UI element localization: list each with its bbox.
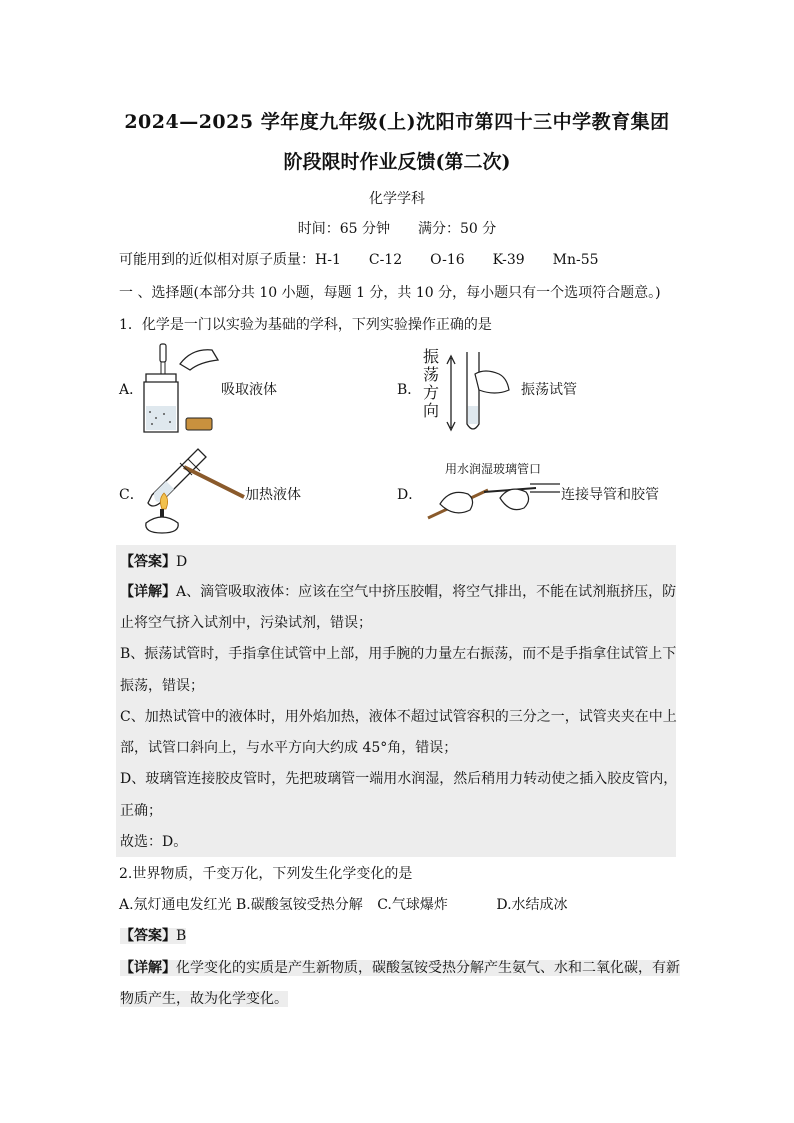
direction-char: 向 — [423, 401, 440, 420]
section-heading: 一 、选择题(本部分共 10 小题，每题 1 分，共 10 分，每小题只有一个选项符合题意。) — [119, 285, 661, 301]
document-title-line2: 阶段限时作业反馈(第二次) — [283, 151, 511, 173]
answer-value: B — [176, 928, 187, 944]
q1-answer — [120, 551, 187, 571]
test-tube-shaking-figure — [443, 350, 523, 440]
q1-detail-line: 部，试管口斜向上，与水平方向大约成 45°角，错误； — [120, 740, 458, 756]
q2-answer — [120, 925, 186, 945]
q1-detail-line: D、玻璃管连接胶皮管时，先把玻璃管一端用水润湿，然后稍用力转动使之插入胶皮管内， — [120, 771, 678, 787]
q2-detail-line — [120, 957, 680, 977]
option-c-letter: C． — [119, 487, 144, 503]
q1-detail-line: B、振荡试管时，手指拿住试管中上部，用手腕的力量左右振荡，而不是手指拿住试管上下 — [120, 646, 677, 662]
option-b-letter: B． — [397, 382, 422, 398]
q2-option: D.水结成冰 — [496, 897, 568, 913]
answer-value: D — [176, 554, 188, 570]
detail-text: 化学变化的实质是产生新物质，碳酸氢铵受热分解产生氨气、水和二氧化碳，有新 — [176, 960, 680, 976]
option-d-caption: 连接导管和胶管 — [561, 487, 659, 503]
atomic-mass-item: C-12 — [368, 252, 403, 268]
option-d-top-label: 用水润湿玻璃管口 — [445, 462, 542, 476]
q1-detail-line: 正确； — [120, 803, 162, 819]
question-2-options — [119, 894, 568, 914]
shake-direction-text — [423, 348, 441, 420]
q1-detail-line — [120, 581, 676, 601]
q1-detail-line: 故选：D。 — [120, 834, 188, 850]
detail-label: 【详解】 — [120, 960, 176, 976]
direction-char: 振 — [423, 347, 440, 366]
q2-option: A.氖灯通电发红光 — [119, 897, 232, 913]
direction-char: 方 — [423, 383, 440, 402]
option-c-caption: 加热液体 — [245, 487, 301, 503]
atomic-mass-item: O-16 — [430, 252, 465, 268]
detail-label: 【详解】 — [120, 584, 176, 600]
q1-detail-line: C、加热试管中的液体时，用外焰加热，液体不超过试管容积的三分之一，试管夹夹在中上 — [120, 709, 677, 725]
option-a-letter: A． — [119, 382, 144, 398]
dropper-bottle-figure — [140, 336, 230, 436]
option-b-caption: 振荡试管 — [521, 382, 577, 398]
detail-text: A、滴管吸取液体：应该在空气中挤压胶帽，将空气排出，不能在试剂瓶挤压，防 — [176, 584, 677, 600]
atomic-mass-item: Mn-55 — [552, 252, 599, 268]
q2-detail-line — [120, 988, 288, 1008]
atomic-mass-line — [119, 249, 627, 269]
subject-label: 化学学科 — [369, 191, 425, 207]
atomic-mass-item: H-1 — [315, 252, 341, 268]
question-1-stem: 1．化学是一门以实验为基础的学科，下列实验操作正确的是 — [119, 317, 492, 333]
answer-label: 【答案】 — [120, 928, 176, 944]
q1-detail-line: 止将空气挤入试剂中，污染试剂，错误； — [120, 615, 372, 631]
question-2-stem: 2.世界物质，千变万化，下列发生化学变化的是 — [119, 866, 413, 882]
document-title-line1: 2024—2025 学年度九年级(上)沈阳市第四十三中学教育集团 — [124, 111, 670, 133]
atomic-mass-item: K-39 — [492, 252, 525, 268]
detail-text: 物质产生，故为化学变化。 — [120, 991, 288, 1007]
heating-liquid-figure — [140, 443, 250, 538]
answer-label: 【答案】 — [120, 554, 176, 570]
direction-char: 荡 — [423, 365, 440, 384]
option-a-caption: 吸取液体 — [221, 382, 277, 398]
connect-tube-figure — [424, 474, 560, 524]
atomic-mass-label: 可能用到的近似相对原子质量： — [119, 252, 315, 268]
time-score-info: 时间：65 分钟 满分：50 分 — [297, 221, 497, 237]
q2-option: B.碳酸氢铵受热分解 — [236, 897, 363, 913]
q1-detail-line: 振荡，错误； — [120, 678, 204, 694]
option-d-letter: D． — [397, 487, 423, 503]
q2-option: C.气球爆炸 — [377, 897, 448, 913]
